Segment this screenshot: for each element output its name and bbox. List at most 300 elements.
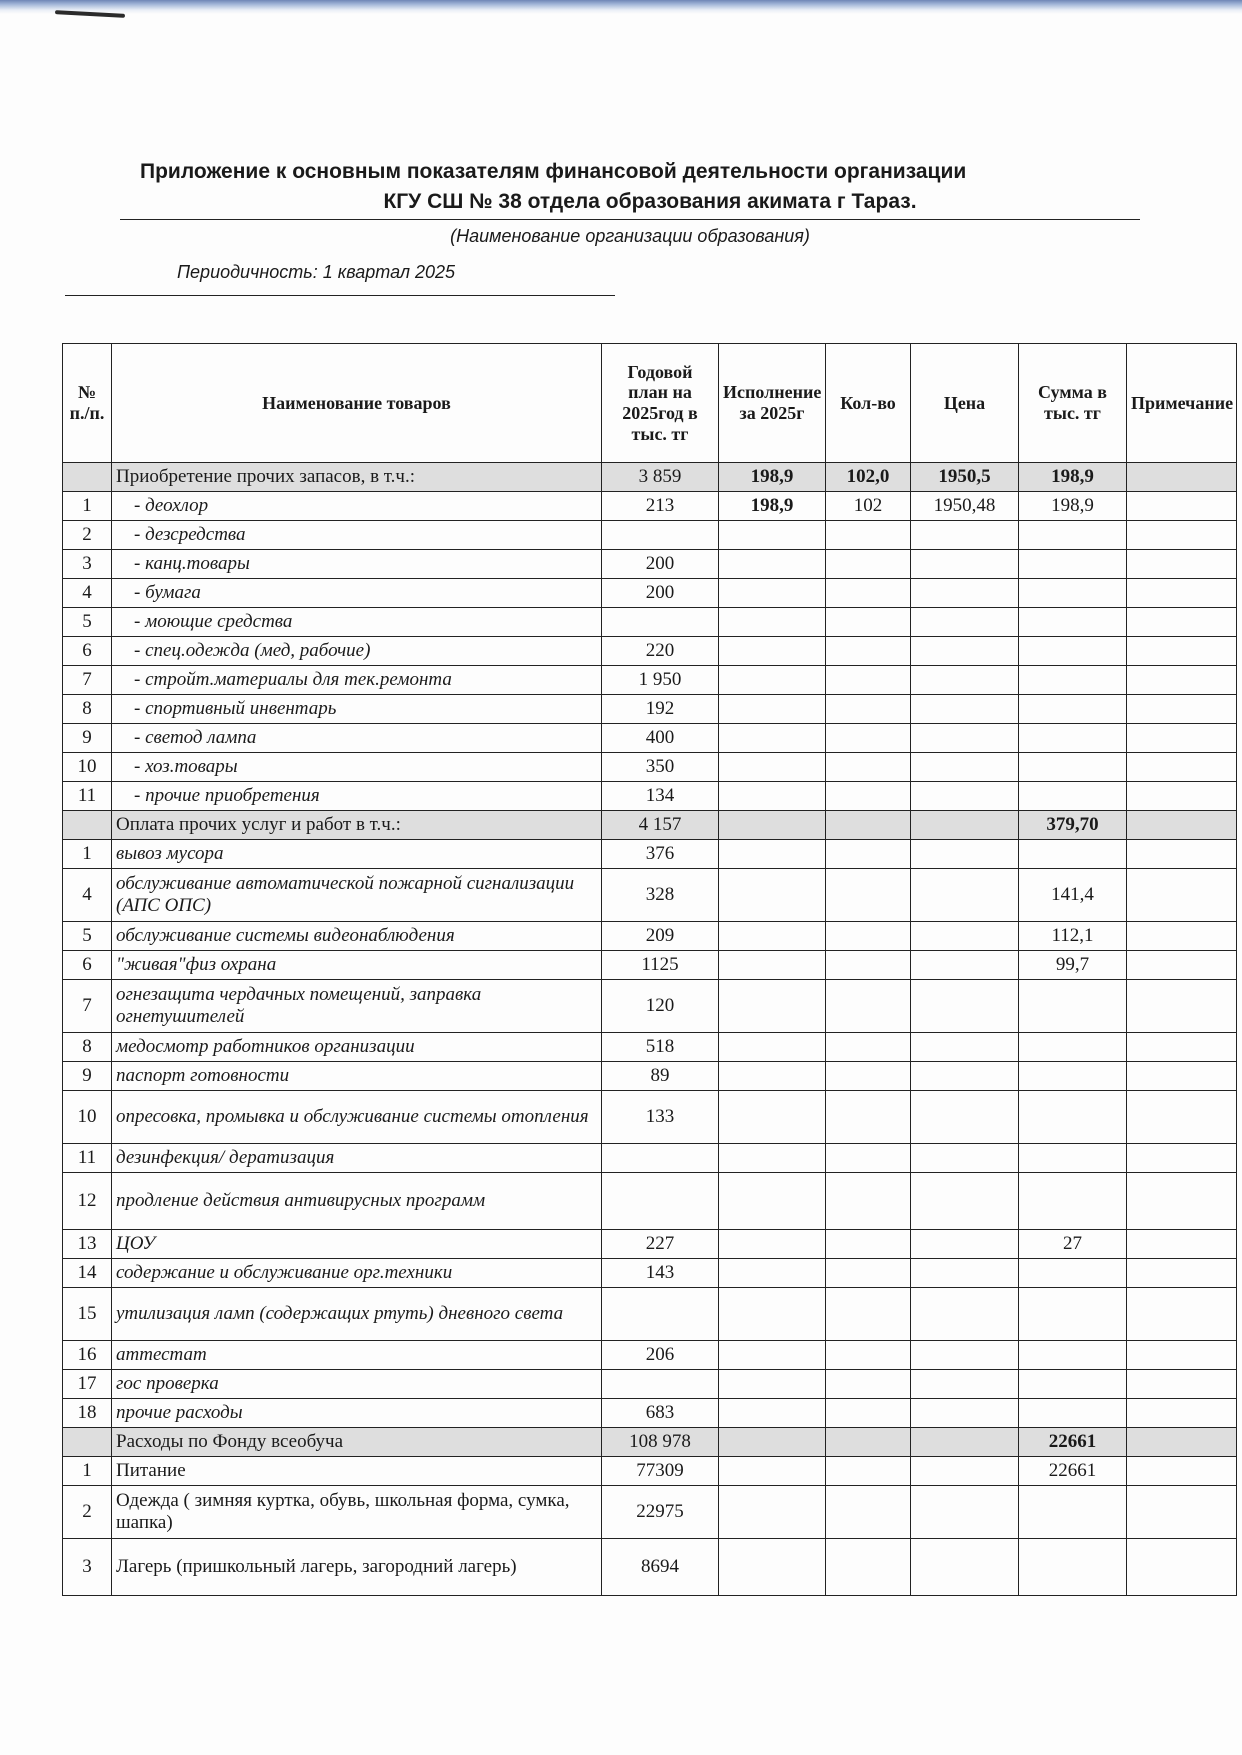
- section-execution: 198,9: [719, 463, 826, 492]
- row-price: [911, 608, 1019, 637]
- row-price: [911, 695, 1019, 724]
- col-header-quantity: Кол-во: [826, 344, 911, 463]
- row-execution: [719, 1173, 826, 1230]
- row-plan: 209: [602, 922, 719, 951]
- row-number: 12: [63, 1173, 112, 1230]
- table-row: [63, 1230, 1237, 1259]
- row-price: [911, 666, 1019, 695]
- row-price: [911, 579, 1019, 608]
- row-number: 16: [63, 1341, 112, 1370]
- scan-edge: [0, 0, 1242, 14]
- col-header-sum: Сумма в тыс. тг: [1019, 344, 1127, 463]
- table-header-row: [63, 344, 1237, 463]
- row-execution: [719, 1341, 826, 1370]
- row-note: [1127, 1370, 1237, 1399]
- col-header-note: Примечание: [1127, 344, 1237, 463]
- row-number: 3: [63, 550, 112, 579]
- section-title: Приобретение прочих запасов, в т.ч.:: [112, 463, 602, 492]
- row-note: [1127, 840, 1237, 869]
- row-name: - дезсредства: [112, 521, 602, 550]
- row-sum: 27: [1019, 1230, 1127, 1259]
- row-name: - деохлор: [112, 492, 602, 521]
- row-note: [1127, 492, 1237, 521]
- row-plan: [602, 521, 719, 550]
- row-plan: 120: [602, 980, 719, 1033]
- row-name: утилизация ламп (содержащих ртуть) дневного света: [112, 1288, 602, 1341]
- row-quantity: [826, 608, 911, 637]
- row-quantity: [826, 579, 911, 608]
- col-header-number: № п./п.: [63, 344, 112, 463]
- row-execution: [719, 1370, 826, 1399]
- row-note: [1127, 1033, 1237, 1062]
- row-name: - хоз.товары: [112, 753, 602, 782]
- row-note: [1127, 666, 1237, 695]
- section-row: [63, 1428, 1237, 1457]
- col-header-price: Цена: [911, 344, 1019, 463]
- row-execution: [719, 1288, 826, 1341]
- row-note: [1127, 637, 1237, 666]
- table-row: [63, 980, 1237, 1033]
- row-plan: [602, 1144, 719, 1173]
- table-row: [63, 1399, 1237, 1428]
- table-row: [63, 922, 1237, 951]
- row-note: [1127, 1230, 1237, 1259]
- row-sum: [1019, 608, 1127, 637]
- section-execution: [719, 1428, 826, 1457]
- row-price: [911, 869, 1019, 922]
- row-quantity: [826, 922, 911, 951]
- row-price: [911, 753, 1019, 782]
- section-price: [911, 1428, 1019, 1457]
- row-name: - бумага: [112, 579, 602, 608]
- table-row: [63, 492, 1237, 521]
- row-number: 5: [63, 608, 112, 637]
- row-note: [1127, 782, 1237, 811]
- row-name: - светод лампа: [112, 724, 602, 753]
- row-note: [1127, 1341, 1237, 1370]
- table-row: [63, 951, 1237, 980]
- row-execution: 198,9: [719, 492, 826, 521]
- row-number: 1: [63, 1457, 112, 1486]
- row-plan: 143: [602, 1259, 719, 1288]
- row-sum: [1019, 1091, 1127, 1144]
- row-note: [1127, 980, 1237, 1033]
- row-note: [1127, 695, 1237, 724]
- row-execution: [719, 1091, 826, 1144]
- row-quantity: [826, 869, 911, 922]
- table-row: [63, 1091, 1237, 1144]
- section-row: [63, 811, 1237, 840]
- row-sum: [1019, 1144, 1127, 1173]
- row-number: 9: [63, 724, 112, 753]
- row-quantity: [826, 666, 911, 695]
- row-plan: 220: [602, 637, 719, 666]
- row-plan: 192: [602, 695, 719, 724]
- table-row: [63, 753, 1237, 782]
- row-quantity: [826, 1486, 911, 1539]
- row-quantity: [826, 840, 911, 869]
- row-execution: [719, 1062, 826, 1091]
- row-sum: [1019, 1288, 1127, 1341]
- row-quantity: [826, 1288, 911, 1341]
- row-name: паспорт готовности: [112, 1062, 602, 1091]
- row-name: аттестат: [112, 1341, 602, 1370]
- row-number: 1: [63, 840, 112, 869]
- row-quantity: [826, 1144, 911, 1173]
- row-quantity: [826, 1230, 911, 1259]
- section-plan: 4 157: [602, 811, 719, 840]
- row-number: 11: [63, 1144, 112, 1173]
- row-price: [911, 1486, 1019, 1539]
- row-plan: [602, 1173, 719, 1230]
- row-quantity: [826, 724, 911, 753]
- row-quantity: [826, 1062, 911, 1091]
- row-note: [1127, 951, 1237, 980]
- row-sum: [1019, 1486, 1127, 1539]
- row-note: [1127, 1399, 1237, 1428]
- row-price: [911, 637, 1019, 666]
- row-plan: 400: [602, 724, 719, 753]
- row-name: - прочие приобретения: [112, 782, 602, 811]
- row-plan: 518: [602, 1033, 719, 1062]
- row-sum: [1019, 1539, 1127, 1596]
- row-note: [1127, 1091, 1237, 1144]
- row-plan: 227: [602, 1230, 719, 1259]
- row-plan: 89: [602, 1062, 719, 1091]
- empty-cell: [63, 463, 112, 492]
- table-row: [63, 782, 1237, 811]
- row-sum: 198,9: [1019, 492, 1127, 521]
- row-price: [911, 840, 1019, 869]
- row-quantity: [826, 550, 911, 579]
- row-quantity: [826, 1259, 911, 1288]
- section-plan: 108 978: [602, 1428, 719, 1457]
- row-quantity: [826, 1173, 911, 1230]
- row-name: ЦОУ: [112, 1230, 602, 1259]
- row-plan: 8694: [602, 1539, 719, 1596]
- financial-table: [62, 343, 1237, 1596]
- table-row: [63, 1259, 1237, 1288]
- row-quantity: [826, 695, 911, 724]
- row-plan: 77309: [602, 1457, 719, 1486]
- row-execution: [719, 753, 826, 782]
- empty-cell: [1127, 463, 1237, 492]
- row-quantity: [826, 753, 911, 782]
- row-number: 18: [63, 1399, 112, 1428]
- row-execution: [719, 869, 826, 922]
- row-number: 11: [63, 782, 112, 811]
- row-quantity: 102: [826, 492, 911, 521]
- row-number: 14: [63, 1259, 112, 1288]
- row-number: 3: [63, 1539, 112, 1596]
- row-name: - моющие средства: [112, 608, 602, 637]
- section-execution: [719, 811, 826, 840]
- table-row: [63, 1457, 1237, 1486]
- table-row: [63, 1062, 1237, 1091]
- row-name: - канц.товары: [112, 550, 602, 579]
- row-execution: [719, 1457, 826, 1486]
- row-plan: 200: [602, 579, 719, 608]
- row-plan: 683: [602, 1399, 719, 1428]
- row-plan: 328: [602, 869, 719, 922]
- row-note: [1127, 1144, 1237, 1173]
- empty-cell: [63, 1428, 112, 1457]
- row-execution: [719, 1144, 826, 1173]
- table-row: [63, 608, 1237, 637]
- row-price: [911, 1457, 1019, 1486]
- row-number: 10: [63, 1091, 112, 1144]
- row-sum: [1019, 1033, 1127, 1062]
- row-note: [1127, 608, 1237, 637]
- row-number: 9: [63, 1062, 112, 1091]
- row-execution: [719, 782, 826, 811]
- section-price: [911, 811, 1019, 840]
- row-number: 8: [63, 695, 112, 724]
- table-body: [63, 463, 1237, 1596]
- row-execution: [719, 637, 826, 666]
- row-number: 4: [63, 869, 112, 922]
- row-number: 7: [63, 980, 112, 1033]
- row-plan: 134: [602, 782, 719, 811]
- row-name: медосмотр работников организации: [112, 1033, 602, 1062]
- row-price: [911, 724, 1019, 753]
- table-row: [63, 666, 1237, 695]
- row-sum: [1019, 724, 1127, 753]
- row-note: [1127, 521, 1237, 550]
- row-quantity: [826, 1399, 911, 1428]
- row-note: [1127, 753, 1237, 782]
- document-title-line1: Приложение к основным показателям финансовой деятельности организации: [140, 160, 967, 183]
- row-note: [1127, 1288, 1237, 1341]
- row-sum: [1019, 1062, 1127, 1091]
- row-name: обслуживание автоматической пожарной сигнализации (АПС ОПС): [112, 869, 602, 922]
- row-name: "живая"физ охрана: [112, 951, 602, 980]
- table-row: [63, 521, 1237, 550]
- row-quantity: [826, 1370, 911, 1399]
- row-plan: 376: [602, 840, 719, 869]
- row-name: содержание и обслуживание орг.техники: [112, 1259, 602, 1288]
- row-execution: [719, 608, 826, 637]
- row-sum: 141,4: [1019, 869, 1127, 922]
- row-quantity: [826, 980, 911, 1033]
- empty-cell: [1127, 1428, 1237, 1457]
- organization-caption: (Наименование организации образования): [450, 226, 810, 246]
- row-price: [911, 1230, 1019, 1259]
- table-row: [63, 1144, 1237, 1173]
- table-row: [63, 579, 1237, 608]
- section-title: Оплата прочих услуг и работ в т.ч.:: [112, 811, 602, 840]
- row-price: [911, 1370, 1019, 1399]
- row-note: [1127, 1486, 1237, 1539]
- periodicity: Периодичность: 1 квартал 2025: [65, 262, 615, 296]
- row-sum: 112,1: [1019, 922, 1127, 951]
- row-execution: [719, 951, 826, 980]
- row-name: дезинфекция/ дератизация: [112, 1144, 602, 1173]
- section-quantity: [826, 811, 911, 840]
- row-price: [911, 521, 1019, 550]
- row-plan: 22975: [602, 1486, 719, 1539]
- row-sum: [1019, 840, 1127, 869]
- row-quantity: [826, 1539, 911, 1596]
- row-sum: [1019, 1259, 1127, 1288]
- row-price: [911, 1091, 1019, 1144]
- row-plan: 350: [602, 753, 719, 782]
- row-plan: 1125: [602, 951, 719, 980]
- row-execution: [719, 1230, 826, 1259]
- table-row: [63, 869, 1237, 922]
- row-number: 6: [63, 637, 112, 666]
- row-execution: [719, 1486, 826, 1539]
- row-price: [911, 1341, 1019, 1370]
- row-number: 5: [63, 922, 112, 951]
- row-price: [911, 550, 1019, 579]
- section-sum: 379,70: [1019, 811, 1127, 840]
- row-price: [911, 1288, 1019, 1341]
- row-note: [1127, 869, 1237, 922]
- row-price: [911, 980, 1019, 1033]
- empty-cell: [1127, 811, 1237, 840]
- row-number: 4: [63, 579, 112, 608]
- row-sum: [1019, 1173, 1127, 1230]
- table-row: [63, 840, 1237, 869]
- row-price: [911, 1399, 1019, 1428]
- row-plan: [602, 1288, 719, 1341]
- row-price: [911, 951, 1019, 980]
- section-row: [63, 463, 1237, 492]
- row-note: [1127, 1062, 1237, 1091]
- row-name: прочие расходы: [112, 1399, 602, 1428]
- row-plan: 213: [602, 492, 719, 521]
- row-sum: [1019, 1399, 1127, 1428]
- table-row: [63, 695, 1237, 724]
- row-plan: [602, 1370, 719, 1399]
- row-sum: 99,7: [1019, 951, 1127, 980]
- row-quantity: [826, 637, 911, 666]
- row-name: вывоз мусора: [112, 840, 602, 869]
- row-price: [911, 1173, 1019, 1230]
- row-plan: 133: [602, 1091, 719, 1144]
- row-execution: [719, 922, 826, 951]
- section-sum: 198,9: [1019, 463, 1127, 492]
- row-execution: [719, 1399, 826, 1428]
- table-row: [63, 637, 1237, 666]
- row-plan: 206: [602, 1341, 719, 1370]
- row-number: 2: [63, 1486, 112, 1539]
- row-price: [911, 1259, 1019, 1288]
- row-note: [1127, 724, 1237, 753]
- row-plan: 200: [602, 550, 719, 579]
- row-name: - спец.одежда (мед, рабочие): [112, 637, 602, 666]
- row-number: 10: [63, 753, 112, 782]
- table-row: [63, 1539, 1237, 1596]
- row-sum: [1019, 637, 1127, 666]
- row-price: 1950,48: [911, 492, 1019, 521]
- row-sum: [1019, 1341, 1127, 1370]
- row-name: продление действия антивирусных программ: [112, 1173, 602, 1230]
- empty-cell: [63, 811, 112, 840]
- row-sum: [1019, 579, 1127, 608]
- row-execution: [719, 1539, 826, 1596]
- row-execution: [719, 1259, 826, 1288]
- row-quantity: [826, 1457, 911, 1486]
- table-row: [63, 1486, 1237, 1539]
- row-execution: [719, 521, 826, 550]
- col-header-execution: Исполнение за 2025г: [719, 344, 826, 463]
- row-plan: 1 950: [602, 666, 719, 695]
- row-name: - стройт.материалы для тек.ремонта: [112, 666, 602, 695]
- row-sum: [1019, 521, 1127, 550]
- row-price: [911, 1539, 1019, 1596]
- row-price: [911, 1144, 1019, 1173]
- row-quantity: [826, 521, 911, 550]
- row-name: Одежда ( зимняя куртка, обувь, школьная форма, сумка, шапка): [112, 1486, 602, 1539]
- row-note: [1127, 550, 1237, 579]
- row-name: Питание: [112, 1457, 602, 1486]
- row-sum: [1019, 782, 1127, 811]
- col-header-name: Наименование товаров: [112, 344, 602, 463]
- row-note: [1127, 1539, 1237, 1596]
- row-price: [911, 782, 1019, 811]
- row-quantity: [826, 1091, 911, 1144]
- row-name: огнезащита чердачных помещений, заправка огнетушителей: [112, 980, 602, 1033]
- row-number: 7: [63, 666, 112, 695]
- row-name: - спортивный инвентарь: [112, 695, 602, 724]
- table-row: [63, 1341, 1237, 1370]
- section-price: 1950,5: [911, 463, 1019, 492]
- table-row: [63, 1173, 1237, 1230]
- row-execution: [719, 579, 826, 608]
- row-note: [1127, 1259, 1237, 1288]
- row-sum: [1019, 1370, 1127, 1399]
- table-row: [63, 1288, 1237, 1341]
- table-row: [63, 1033, 1237, 1062]
- row-sum: [1019, 550, 1127, 579]
- row-price: [911, 1062, 1019, 1091]
- row-name: обслуживание системы видеонаблюдения: [112, 922, 602, 951]
- row-number: 1: [63, 492, 112, 521]
- row-number: 8: [63, 1033, 112, 1062]
- row-plan: [602, 608, 719, 637]
- row-sum: [1019, 980, 1127, 1033]
- row-quantity: [826, 1033, 911, 1062]
- row-note: [1127, 1457, 1237, 1486]
- row-name: Лагерь (пришкольный лагерь, загородний лагерь): [112, 1539, 602, 1596]
- row-price: [911, 922, 1019, 951]
- row-execution: [719, 695, 826, 724]
- row-name: гос проверка: [112, 1370, 602, 1399]
- row-name: опресовка, промывка и обслуживание системы отопления: [112, 1091, 602, 1144]
- row-execution: [719, 1033, 826, 1062]
- row-number: 13: [63, 1230, 112, 1259]
- section-quantity: 102,0: [826, 463, 911, 492]
- row-quantity: [826, 951, 911, 980]
- row-number: 2: [63, 521, 112, 550]
- row-sum: [1019, 695, 1127, 724]
- row-quantity: [826, 1341, 911, 1370]
- row-number: 17: [63, 1370, 112, 1399]
- section-sum: 22661: [1019, 1428, 1127, 1457]
- table-row: [63, 1370, 1237, 1399]
- row-execution: [719, 724, 826, 753]
- table-row: [63, 724, 1237, 753]
- row-sum: [1019, 666, 1127, 695]
- row-quantity: [826, 782, 911, 811]
- row-sum: 22661: [1019, 1457, 1127, 1486]
- table-row: [63, 550, 1237, 579]
- row-execution: [719, 980, 826, 1033]
- row-note: [1127, 1173, 1237, 1230]
- row-price: [911, 1033, 1019, 1062]
